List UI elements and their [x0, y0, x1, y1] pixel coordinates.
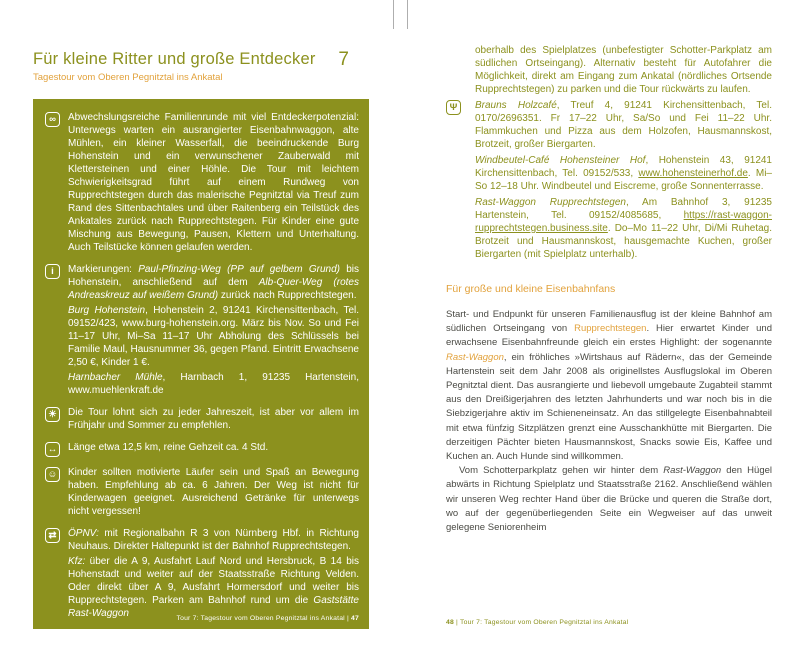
season-icon: ☀: [45, 407, 60, 422]
right-page-footer: 48 | Tour 7: Tagestour vom Oberen Pegnitztal ins Ankatal: [446, 619, 629, 626]
body-paragraph: Vom Schotterparkplatz gehen wir hinter dem Rast-Waggon den Hügel abwärts in Richtung Spielplatz und Staatsstraße 2162. Anschließend wählen wir unseren Weg rechter Hand über die Brücke und queren die Straße dort, wo auf der gegenüberliegenden Seite ein Wegweiser auf das unweit gelegene Seniorenheim: [446, 465, 772, 534]
infobox-paragraph: Länge etwa 12,5 km, reine Gehzeit ca. 4 Std.: [68, 442, 269, 453]
infobox-text: [68, 527, 359, 620]
info-paragraph: oberhalb des Spielplatzes (unbefestigter Schotter-Parkplatz am südlichen Ortseingang). Alternativ besteht für Autofahrer die Möglichkeit, direkt am Eingang zum Ankatal (nördliches Ortsende Rupprechtstegen) zu parken und die Tour rückwärts zu laufen.: [475, 45, 772, 95]
infobox-item-highlights: [45, 111, 359, 254]
left-page: [33, 50, 369, 629]
infobox-text: [68, 441, 359, 457]
restaurant-entry: Rast-Waggon Rupprechtstegen, Am Bahnhof 3, 91235 Hartenstein, Tel. 09152/4085685, https://rast-waggon-rupprechtstegen.business.site. Do–Mo 11–22 Uhr, Di/Mi Ruhetag. Brotzeit und Hausmannskost, hausgemachte Kuchen, großer Biergarten (mit Spielplatz unterhalb).: [475, 197, 772, 260]
left-page-footer: Tour 7: Tagestour vom Oberen Pegnitztal ins Ankatal | 47: [176, 615, 359, 622]
infobox-text: [68, 111, 359, 254]
right-page: [446, 44, 772, 535]
page-title: Für kleine Ritter und große Entdecker: [33, 50, 316, 68]
body-paragraph: Start- und Endpunkt für unseren Familienausflug ist der kleine Bahnhof am südlichen Ortseingang von Rupprechtstegen. Hier erwartet Kinder und erwachsene Eisenbahnfreunde gleich ein erstes Highlight: der sogenannte Rast-Waggon, ein fröhliches »Wirtshaus auf Rädern«, das der Gemeinde Hartenstein seit dem Jahr 2008 als originellstes Ausflugslokal im Oberen Pegnitztal dient. Das ausrangierte und liebevoll umgebaute Zugabteil stammt aus den Dreißigerjahren des letzten Jahrhunderts und war noch bis in die Siebzigerjahre aktiv im Schieneneinsatz. An das stillgelegte Eisenbahnabteil mit etwa fünfzig Sitzplätzen grenzt eine Ausschankhütte mit Biergarten. Die derzeitigen Pächter bieten Hausmannskost, Snacks sowie Eis, Kaffee und Kuchen an. Auch Hunde sind willkommen.: [446, 309, 772, 463]
infobox-paragraph: Die Tour lohnt sich zu jeder Jahreszeit, ist aber vor allem im Frühjahr und Sommer zu empfehlen.: [68, 407, 359, 431]
infobox-item-info: [45, 263, 359, 397]
infobox-item-season: [45, 406, 359, 432]
infobox-text: [68, 466, 359, 518]
crop-mark: [393, 0, 394, 29]
info-continuation-block: [449, 44, 772, 261]
tour-header: [33, 50, 369, 69]
infobox-paragraph: Kfz: über die A 9, Ausfahrt Lauf Nord und Hersbruck, B 14 bis Hohenstadt und weiter auf der Staatsstraße Richtung Velden. Oder direkt über A 9, Ausfahrt Hormersdorf und weiter bis Rupprechtstegen. Parken am Bahnhof rund um die Gaststätte Rast-Waggon: [68, 556, 359, 619]
body-text: [446, 308, 772, 535]
restaurant-entries: [449, 99, 772, 261]
infobox-paragraph: Harnbacher Mühle, Harnbach 1, 91235 Hartenstein, www.muehlenkraft.de: [68, 372, 359, 396]
binoculars-icon: ∞: [45, 112, 60, 127]
restaurant-icon: Ψ: [446, 100, 461, 115]
infobox-paragraph: Kinder sollten motivierte Läufer sein und Spaß an Bewegung haben. Empfehlung ab ca. 6 Jahren. Der Weg ist nicht für Kinderwagen geeignet. Ausreichend Getränke für unterwegs nicht vergessen!: [68, 467, 359, 517]
infobox-paragraph: Burg Hohenstein, Hohenstein 2, 91241 Kirchensittenbach, Tel. 09152/423, www.burg-hohenstein.org. März bis Nov. So und Fei 11–17 Uhr, Mi–Sa 11–17 Uhr Abholung des Schlüssels bei Familie Maul, Hausnummer 36, gegen Pfand. Eintritt Erwachsene 2,50 €, Kinder 1 €.: [68, 305, 360, 368]
tour-infobox: [33, 99, 369, 629]
restaurant-entry: Brauns Holzcafé, Treuf 4, 91241 Kirchensittenbach, Tel. 0170/2696351. Fr 17–22 Uhr, Sa/So und Fei 11–22 Uhr. Flammkuchen und Pizza aus dem Holzofen, Hausmannskost, Brotzeit, großer Biergarten.: [475, 100, 772, 150]
infobox-item-length: [45, 441, 359, 457]
child-icon: ☺: [45, 467, 60, 482]
info-icon: i: [45, 264, 60, 279]
infobox-paragraph: Abwechslungsreiche Familienrunde mit viel Entdeckerpotenzial: Unterwegs warten ein ausrangierter Eisenbahnwaggon, alte Mühlen, ein kleiner Wasserfall, die beeindruckende Burg Hohenstein und ein verwunschener Zauberwald mit Klettersteinen und einer Höhle. Die Tour mit leichtem Schwierigkeitsgrad führt auf einem Rundweg von Rupprechtstegen durch das malerische Pegnitztal via Treuf zum Rand des Sittenbachtales und über Raitenberg ein Teilstück des Ankatales zurück nach Rupprechtstegen. Für Kinder eine gute Mischung aus Bewegung, Pausen, Klettern und Unterhaltung. Auch Teilstücke können gelaufen werden.: [68, 112, 359, 253]
transport-icon: ⇄: [45, 528, 60, 543]
infobox-paragraph: ÖPNV: mit Regionalbahn R 3 von Nürnberg Hbf. in Richtung Neuhaus. Direkter Haltepunkt ist der Bahnhof Rupprechtstegen.: [68, 528, 359, 552]
page-subtitle: Tagestour vom Oberen Pegnitztal ins Ankatal: [33, 72, 223, 83]
infobox-text: [68, 406, 359, 432]
restaurant-entry: Windbeutel-Café Hohensteiner Hof, Hohenstein 43, 91241 Kirchensittenbach, Tel. 09152/533, www.hohensteinerhof.de. Mi–So 12–18 Uhr. Windbeutel und Eiscreme, große Sonnenterrasse.: [475, 155, 772, 192]
section-heading: Für große und kleine Eisenbahnfans: [446, 283, 616, 295]
infobox-item-kids: [45, 466, 359, 518]
infobox-paragraph: Markierungen: Paul-Pfinzing-Weg (PP auf gelbem Grund) bis Hohenstein, anschließend auf dem Alb-Quer-Weg (rotes Andreaskreuz auf weißem Grund) zurück nach Rupprechtstegen.: [68, 264, 360, 301]
route-length-icon: ↔: [45, 442, 60, 457]
infobox-item-transport: [45, 527, 359, 620]
crop-mark: [407, 0, 408, 29]
tour-number: 7: [338, 49, 349, 70]
infobox-text: [68, 263, 359, 397]
